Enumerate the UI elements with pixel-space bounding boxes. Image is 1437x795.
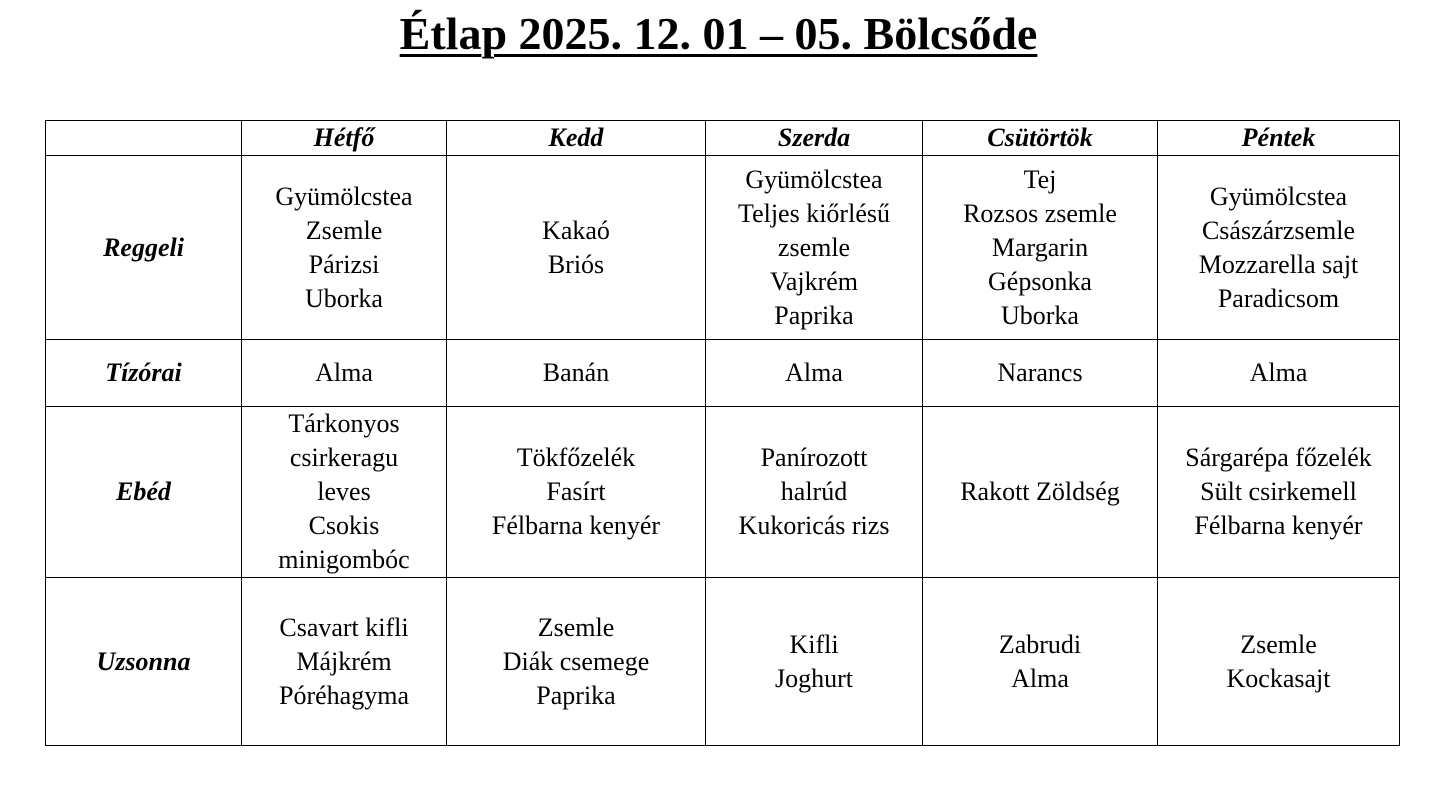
menu-item: Tej bbox=[1023, 164, 1057, 194]
menu-item: Narancs bbox=[997, 358, 1083, 387]
menu-item: Sárgarépa főzelék bbox=[1185, 443, 1372, 472]
menu-item: Kukoricás rizs bbox=[738, 511, 890, 540]
menu-cell bbox=[242, 156, 447, 340]
menu-item: Panírozott bbox=[760, 443, 868, 472]
menu-item: Alma bbox=[1249, 358, 1308, 387]
menu-item: Paprika bbox=[774, 300, 854, 330]
meal-row-reggeli bbox=[46, 156, 1400, 340]
menu-item: Alma bbox=[785, 358, 843, 387]
menu-cell bbox=[1158, 407, 1400, 578]
menu-item: Májkrém bbox=[296, 646, 392, 676]
menu-item: Zsemle bbox=[305, 215, 383, 245]
menu-cell bbox=[923, 407, 1158, 578]
menu-item: Rakott Zöldség bbox=[960, 477, 1120, 506]
menu-item: Csokis bbox=[308, 511, 380, 540]
menu-cell bbox=[242, 407, 447, 578]
menu-cell bbox=[706, 407, 923, 578]
menu-item: Diák csemege bbox=[502, 646, 650, 676]
menu-cell bbox=[1158, 156, 1400, 340]
header-row bbox=[46, 121, 1400, 156]
page-title bbox=[0, 4, 1437, 64]
day-header: Péntek bbox=[1158, 121, 1400, 156]
menu-item: Gyümölcstea bbox=[275, 181, 413, 211]
menu-item: Kakaó bbox=[542, 215, 610, 245]
menu-cell bbox=[242, 340, 447, 407]
meal-label: Reggeli bbox=[46, 156, 242, 340]
menu-item: zsemle bbox=[777, 232, 851, 262]
menu-item: Alma bbox=[315, 358, 373, 387]
menu-item: Félbarna kenyér bbox=[1194, 511, 1363, 540]
menu-item: Uborka bbox=[305, 283, 383, 313]
day-header: Kedd bbox=[447, 121, 706, 156]
meal-row-uzsonna bbox=[46, 578, 1400, 746]
menu-cell bbox=[923, 578, 1158, 746]
meal-label: Uzsonna bbox=[46, 578, 242, 746]
page-title-text: Étlap 2025. 12. 01 – 05. Bölcsőde bbox=[399, 8, 1038, 59]
menu-item: Kockasajt bbox=[1226, 663, 1331, 693]
menu-item: Zsemle bbox=[1240, 629, 1317, 659]
menu-item: Fasírt bbox=[546, 477, 606, 506]
menu-item: Briós bbox=[547, 249, 605, 279]
menu-item: Kifli bbox=[789, 629, 839, 659]
menu-item: Gyümölcstea bbox=[745, 164, 883, 194]
menu-cell bbox=[447, 156, 706, 340]
menu-item: Joghurt bbox=[775, 663, 853, 693]
menu-item: Gyümölcstea bbox=[1209, 181, 1348, 211]
menu-item: Tárkonyos bbox=[288, 409, 400, 438]
menu-item: Alma bbox=[1011, 663, 1069, 693]
menu-cell bbox=[923, 340, 1158, 407]
menu-item: Tökfőzelék bbox=[516, 443, 636, 472]
menu-item: Teljes kiőrlésű bbox=[738, 198, 890, 228]
menu-item: Gépsonka bbox=[988, 266, 1092, 296]
menu-cell bbox=[242, 578, 447, 746]
menu-item: Mozzarella sajt bbox=[1198, 249, 1359, 279]
menu-item: Zabrudi bbox=[998, 629, 1082, 659]
menu-item: Margarin bbox=[991, 232, 1089, 262]
day-header: Csütörtök bbox=[923, 121, 1158, 156]
corner-cell bbox=[46, 121, 242, 156]
meal-label: Ebéd bbox=[46, 407, 242, 578]
meal-label: Tízórai bbox=[46, 340, 242, 407]
menu-item: minigombóc bbox=[278, 545, 410, 574]
menu-item: Póréhagyma bbox=[279, 680, 409, 710]
menu-item: Sült csirkemell bbox=[1200, 477, 1357, 506]
menu-item: Rozsos zsemle bbox=[963, 198, 1117, 228]
menu-item: Félbarna kenyér bbox=[491, 511, 661, 540]
menu-cell bbox=[706, 340, 923, 407]
menu-item: Csavart kifli bbox=[279, 612, 409, 642]
menu-item: Banán bbox=[542, 358, 610, 387]
menu-item: Vajkrém bbox=[769, 266, 859, 296]
menu-item: Császárzsemle bbox=[1201, 215, 1356, 245]
menu-cell bbox=[923, 156, 1158, 340]
menu-cell bbox=[706, 156, 923, 340]
menu-item: Paradicsom bbox=[1217, 283, 1340, 313]
menu-item: Uborka bbox=[1001, 300, 1079, 330]
menu-cell bbox=[706, 578, 923, 746]
menu-table bbox=[45, 120, 1400, 746]
menu-cell bbox=[1158, 340, 1400, 407]
menu-item: Párizsi bbox=[308, 249, 380, 279]
menu-cell bbox=[1158, 578, 1400, 746]
menu-cell bbox=[447, 340, 706, 407]
menu-item: halrúd bbox=[780, 477, 848, 506]
day-header: Hétfő bbox=[242, 121, 447, 156]
menu-cell bbox=[447, 578, 706, 746]
day-header: Szerda bbox=[706, 121, 923, 156]
menu-item: csirkeragu bbox=[289, 443, 399, 472]
menu-item: Paprika bbox=[536, 680, 616, 710]
meal-row-ebed bbox=[46, 407, 1400, 578]
menu-cell bbox=[447, 407, 706, 578]
menu-item: Zsemle bbox=[537, 612, 615, 642]
menu-item: leves bbox=[317, 477, 371, 506]
meal-row-tizorai bbox=[46, 340, 1400, 407]
